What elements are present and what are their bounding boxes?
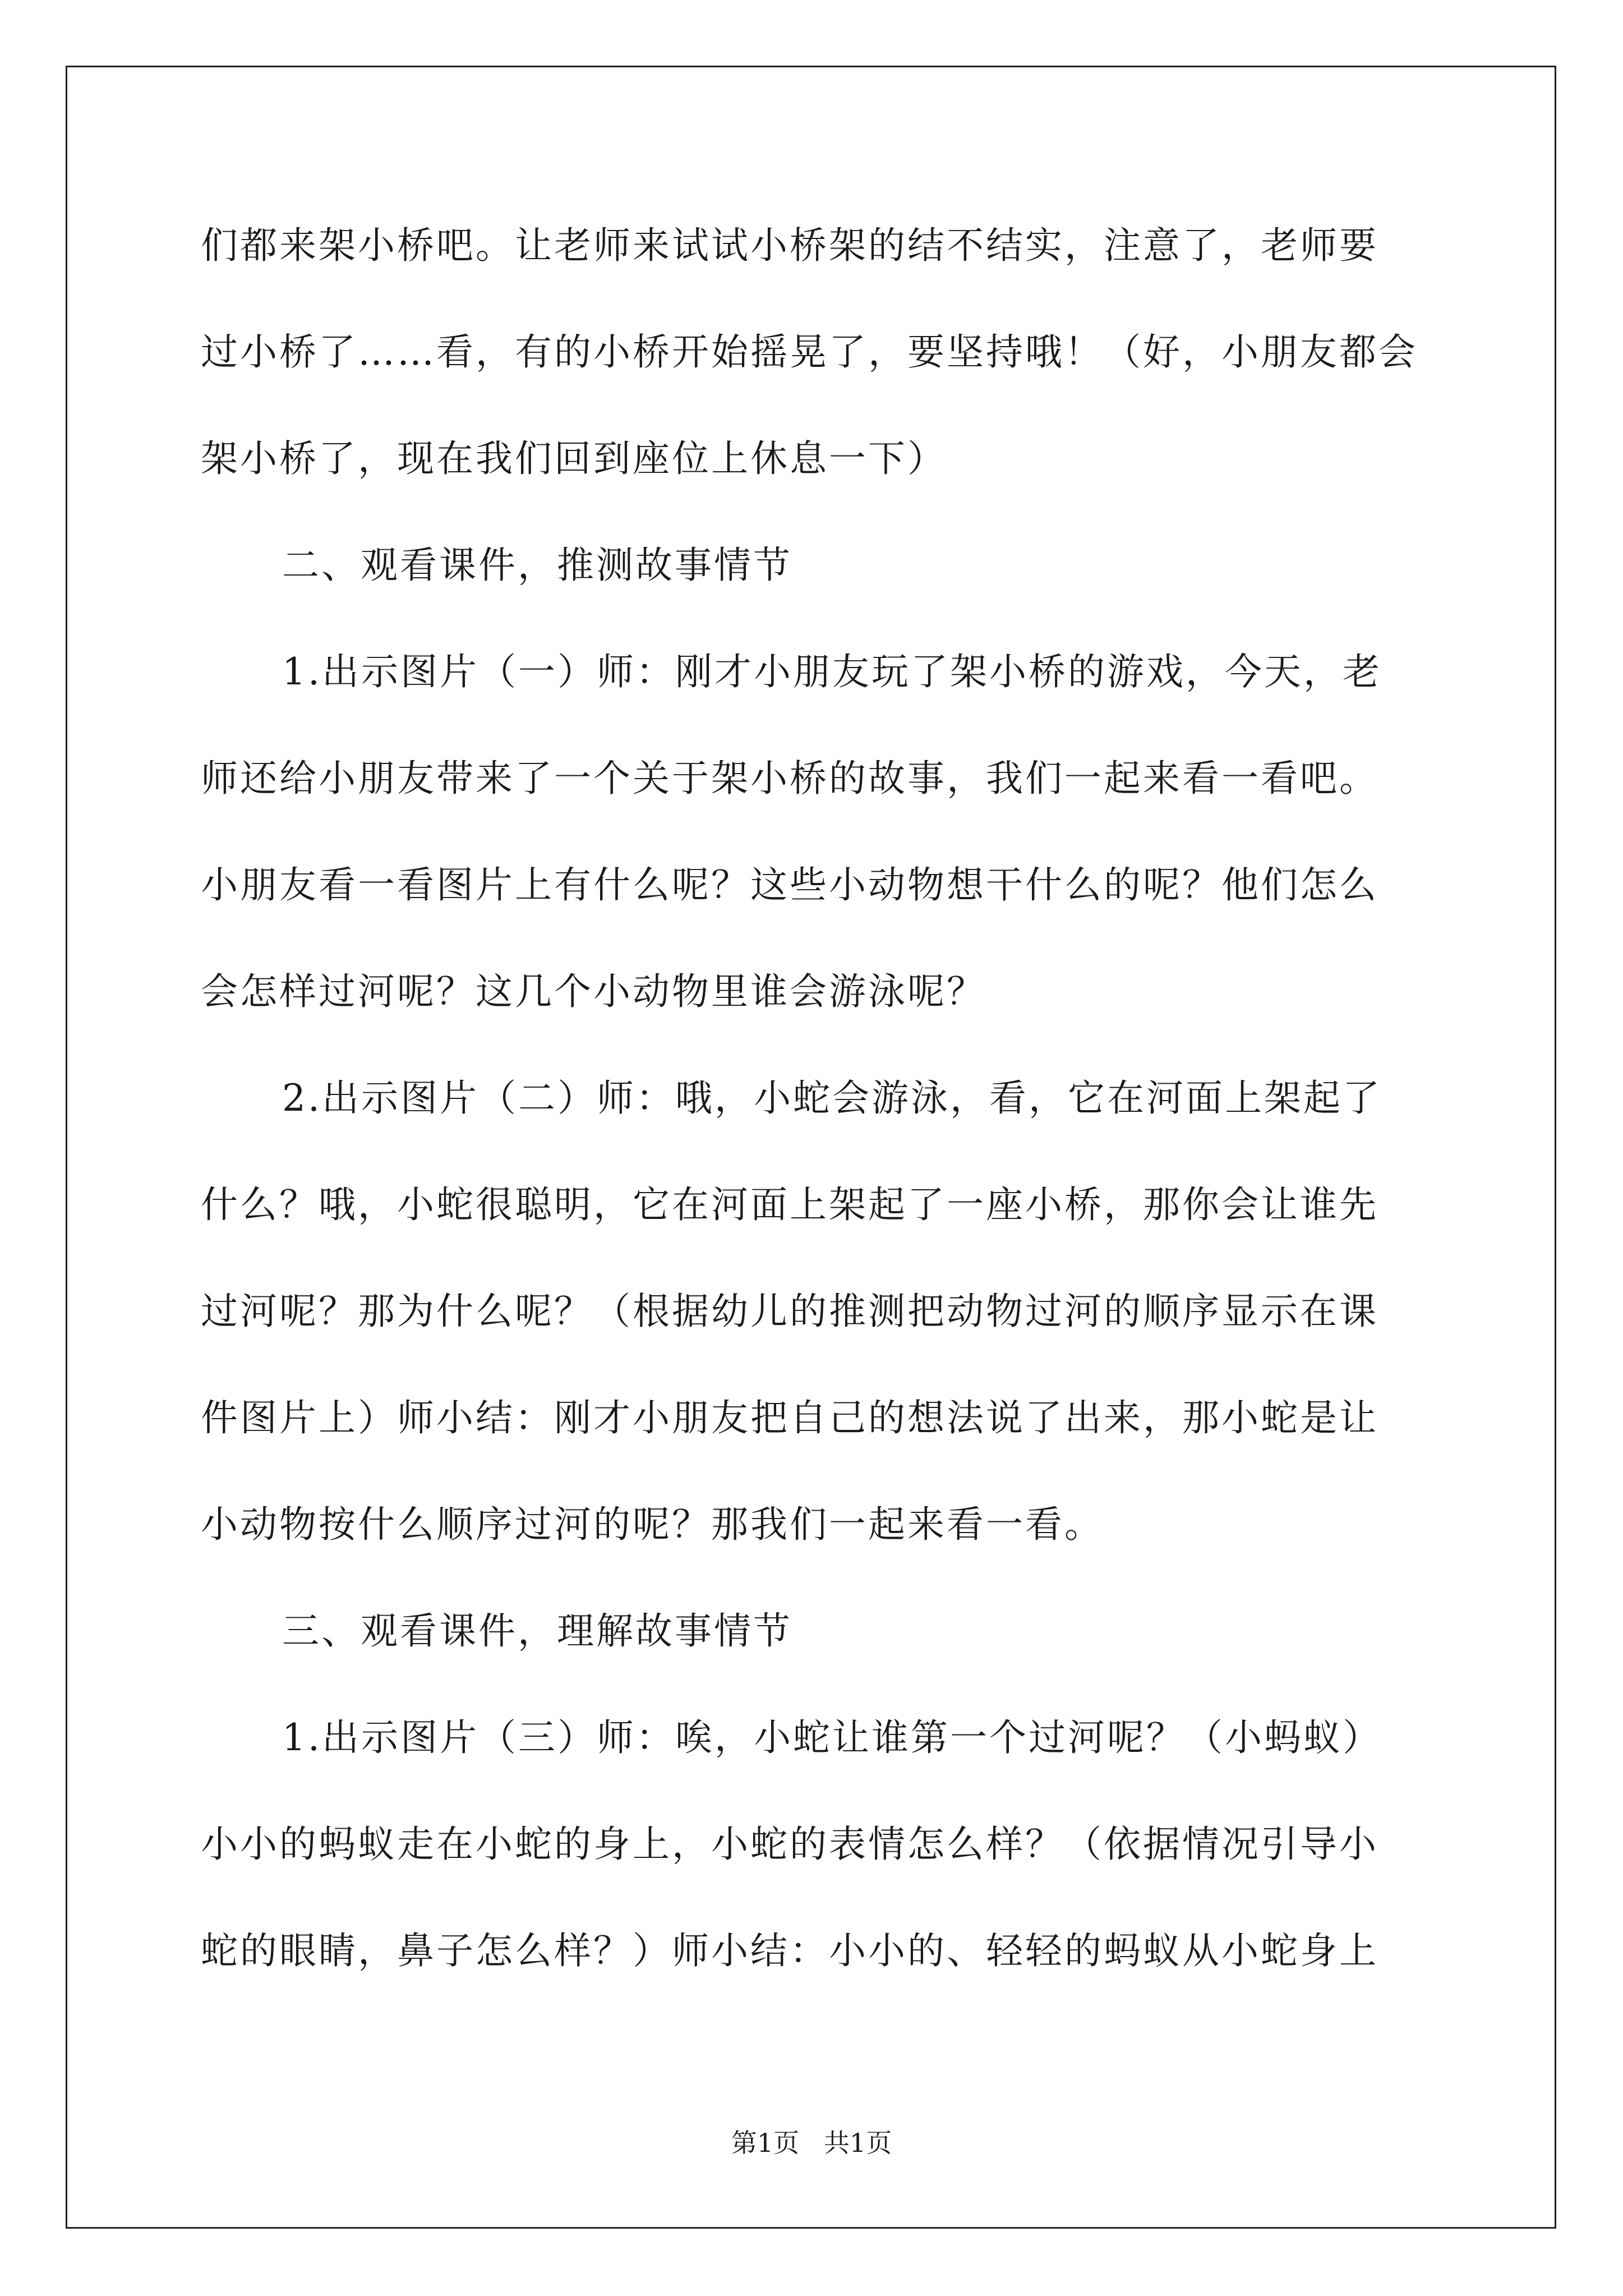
paragraph-start: 1.出示图片（一）师：刚才小朋友玩了架小桥的游戏，今天，老 bbox=[282, 650, 1382, 693]
text-line: 小朋友看一看图片上有什么呢？这些小动物想干什么的呢？他们怎么 bbox=[201, 863, 1378, 907]
section-heading: 二、观看课件，推测故事情节 bbox=[282, 544, 792, 587]
text-line: 架小桥了，现在我们回到座位上休息一下） bbox=[201, 437, 947, 480]
text-line: 蛇的眼睛，鼻子怎么样？）师小结：小小的、轻轻的蚂蚁从小蛇身上 bbox=[201, 1929, 1378, 1972]
text-line: 什么？哦，小蛇很聪明，它在河面上架起了一座小桥，那你会让谁先 bbox=[201, 1183, 1378, 1226]
text-line: 们都来架小桥吧。让老师来试试小桥架的结不结实，注意了，老师要 bbox=[201, 224, 1378, 267]
page-number-footer: 第1页 共1页 bbox=[731, 2128, 892, 2158]
text-line: 过河呢？那为什么呢？（根据幼儿的推测把动物过河的顺序显示在课 bbox=[201, 1290, 1378, 1333]
text-line: 小动物按什么顺序过河的呢？那我们一起来看一看。 bbox=[201, 1503, 1104, 1546]
text-line: 过小桥了……看，有的小桥开始摇晃了，要坚持哦！（好，小朋友都会 bbox=[201, 330, 1418, 374]
paragraph-start: 2.出示图片（二）师：哦，小蛇会游泳，看，它在河面上架起了 bbox=[282, 1076, 1382, 1120]
text-line: 件图片上）师小结：刚才小朋友把自己的想法说了出来，那小蛇是让 bbox=[201, 1396, 1378, 1439]
document-body bbox=[201, 218, 1423, 2030]
section-heading: 三、观看课件，理解故事情节 bbox=[282, 1609, 792, 1653]
text-line: 会怎样过河呢？这几个小动物里谁会游泳呢？ bbox=[201, 970, 986, 1013]
text-line: 师还给小朋友带来了一个关于架小桥的故事，我们一起来看一看吧。 bbox=[201, 757, 1378, 800]
paragraph-start: 1.出示图片（三）师：唉，小蛇让谁第一个过河呢？（小蚂蚁） bbox=[282, 1716, 1382, 1759]
text-line: 小小的蚂蚁走在小蛇的身上，小蛇的表情怎么样？（依据情况引导小 bbox=[201, 1823, 1378, 1866]
